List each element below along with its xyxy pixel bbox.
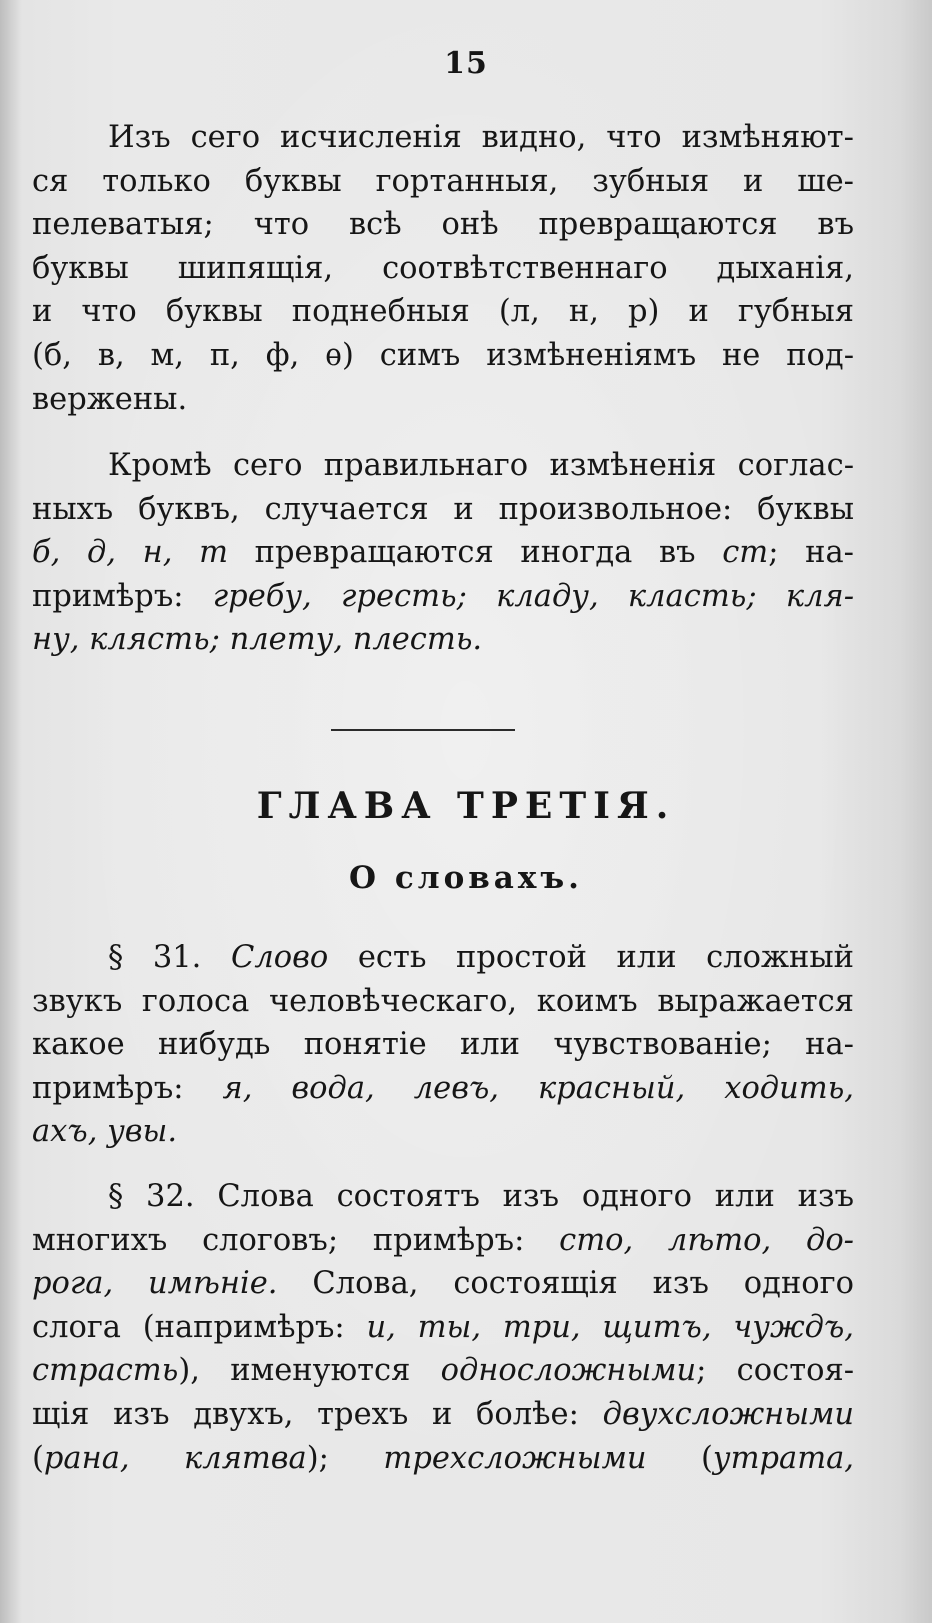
text-line: Кромѣ сего правильнаго измѣненія соглас- [108, 448, 854, 483]
italic-text: Слово [230, 940, 329, 975]
italic-text: и, ты, три, щитъ, чуждъ, [366, 1309, 854, 1345]
paragraph-32 [32, 1175, 854, 1480]
italic-text: трехсложными [383, 1440, 647, 1476]
text-line [32, 936, 854, 980]
plain-text: Слова, состоящія изъ одного [277, 1266, 854, 1302]
page-number: 15 [444, 46, 488, 81]
plain-text: есть простой или сложный [328, 940, 854, 975]
text-line [32, 531, 854, 575]
plain-text: примѣръ: [32, 1070, 223, 1106]
text-line [32, 1393, 854, 1437]
italic-text: ну, клясть; плету, плесть. [32, 622, 483, 658]
plain-text: многихъ слоговъ; примѣръ: [32, 1222, 560, 1258]
text-line [32, 1437, 854, 1481]
text-line: вержены. [32, 381, 188, 417]
italic-text: рана, клятва [43, 1440, 307, 1476]
text-line [32, 1306, 854, 1350]
text-line [32, 1262, 854, 1306]
text-line [32, 1219, 854, 1263]
italic-text: б, д, н, т [32, 535, 228, 571]
italic-text: утрата, [712, 1440, 854, 1476]
paragraph-sound-changes [32, 116, 854, 421]
text-line [32, 1110, 854, 1154]
chapter-heading: ГЛАВА ТРЕТІЯ. [256, 785, 676, 827]
italic-text: гребу, гресть; кладу, класть; кля- [212, 578, 854, 614]
plain-text: превращаются иногда въ [228, 535, 723, 571]
italic-text: я, вода, левъ, красный, ходить, [222, 1070, 854, 1106]
italic-text: двухсложными [602, 1396, 854, 1432]
paragraph-31 [32, 936, 854, 1154]
text-line: буквы шипящія, соотвѣтственнаго дыханія, [32, 250, 854, 286]
italic-text: односложными [440, 1353, 697, 1389]
text-line [32, 575, 854, 619]
plain-text: § 31. [108, 940, 231, 975]
text-line [32, 618, 854, 662]
section-divider [331, 729, 515, 731]
text-line: и что буквы поднебныя (л, н, р) и губныя [32, 294, 854, 330]
plain-text: ( [32, 1440, 44, 1476]
plain-text: щія изъ двухъ, трехъ и болѣе: [32, 1396, 603, 1432]
text-line: звукъ голоса человѣческаго, коимъ выражается [32, 983, 854, 1019]
italic-text: страсть [32, 1353, 179, 1389]
plain-text: ; состоя- [696, 1353, 854, 1389]
plain-text: ; на- [768, 535, 854, 571]
text-line [32, 1067, 854, 1111]
italic-text: рога, имѣніе. [32, 1266, 278, 1302]
plain-text: слога (напримѣръ: [32, 1309, 367, 1345]
italic-text: сто, лѣто, до- [559, 1222, 854, 1258]
text-line: Изъ сего исчисленія видно, что измѣняют- [108, 120, 854, 155]
text-line: § 32. Слова состоятъ изъ одного или изъ [108, 1179, 854, 1214]
text-line: пелеватыя; что всѣ онѣ превращаются въ [32, 207, 854, 243]
text-line: ся только буквы гортанныя, зубныя и ше- [32, 163, 854, 199]
plain-text: ); [306, 1440, 384, 1476]
plain-text: примѣръ: [32, 578, 213, 614]
plain-text: ), именуются [178, 1353, 441, 1389]
section-heading: О словахъ. [349, 860, 583, 896]
plain-text: ( [646, 1440, 713, 1476]
text-line: ныхъ буквъ, случается и произвольное: буквы [32, 491, 854, 527]
italic-text: ст [722, 535, 769, 571]
italic-text: ахъ, увы. [32, 1114, 178, 1150]
paragraph-arbitrary-changes [32, 444, 854, 662]
text-line [32, 1349, 854, 1393]
text-line: какое нибудь понятіе или чувствованіе; на- [32, 1027, 854, 1063]
text-line: (б, в, м, п, ф, ѳ) симъ измѣненіямъ не под- [32, 337, 854, 373]
